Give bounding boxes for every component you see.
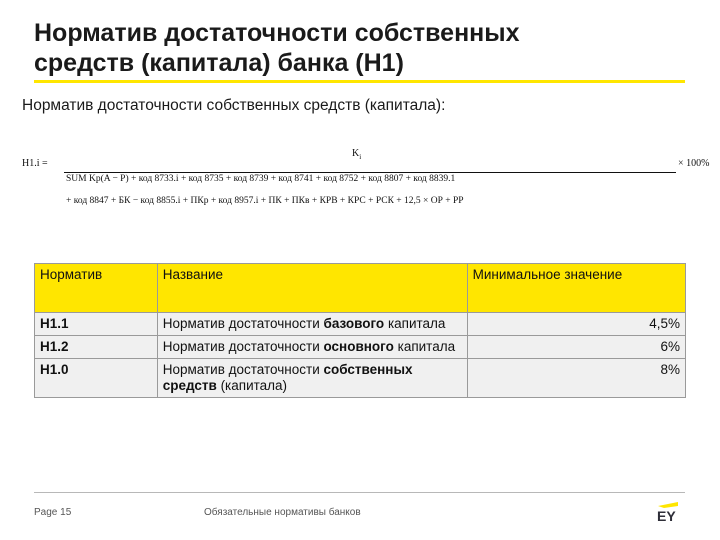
norm-min-value-cell: 8% — [467, 359, 685, 398]
formula-numerator-subscript: i — [359, 153, 362, 161]
header-cell-min-value: Минимальное значение — [467, 264, 685, 313]
norm-min-value-cell: 6% — [467, 336, 685, 359]
subtitle: Норматив достаточности собственных средств (капитала): — [22, 97, 446, 114]
slide-title — [34, 18, 684, 78]
norm-code-cell: Н1.0 — [35, 359, 158, 398]
slide-title-line-1: Норматив достаточности собственных — [34, 19, 520, 47]
header-cell-norm: Норматив — [35, 264, 158, 313]
norm-code-cell: Н1.1 — [35, 313, 158, 336]
header-cell-name: Название — [157, 264, 467, 313]
norm-code-cell: Н1.2 — [35, 336, 158, 359]
formula-lhs: Н1.i = — [22, 158, 48, 169]
norm-name-text: Норматив достаточности — [162, 339, 324, 354]
norm-name-text: Норматив достаточности — [162, 316, 324, 331]
norm-name-cell — [157, 336, 467, 359]
norms-table — [34, 263, 686, 398]
table-row — [35, 336, 686, 359]
formula-denominator-line-2: + код 8847 + БК − код 8855.i + ПКр + код 8957.i + ПК + ПКв + КРВ + КРС + РСК + 12,5 × ОР + РР — [66, 196, 464, 206]
norm-name-emphasis: собственных средств — [162, 362, 413, 393]
norm-name-emphasis: базового — [323, 316, 385, 331]
formula-numerator-symbol: K — [352, 148, 360, 159]
title-underline — [34, 80, 685, 83]
formula-denominator-line-1: SUM Kp(A − P) + код 8733.i + код 8735 + код 8739 + код 8741 + код 8752 + код 8807 + код 8839.1 — [66, 174, 456, 184]
formula-block — [22, 142, 712, 222]
svg-text:EY: EY — [657, 508, 676, 522]
footer-divider — [34, 492, 685, 493]
formula-times-100: × 100% — [678, 158, 710, 169]
ey-logo — [656, 502, 686, 522]
formula-numerator — [352, 148, 361, 161]
formula-fraction-line — [64, 172, 676, 173]
table-header-row — [35, 264, 686, 313]
norm-name-text-end: капитала — [384, 316, 446, 331]
norm-min-value-cell: 4,5% — [467, 313, 685, 336]
norm-name-cell — [157, 359, 467, 398]
norm-name-text-end: капитала — [393, 339, 456, 354]
footer-caption: Обязательные нормативы банков — [204, 507, 361, 518]
norm-name-text: Норматив достаточности — [162, 362, 324, 377]
slide-title-line-2: средств (капитала) банка (Н1) — [34, 49, 404, 77]
norm-name-emphasis: основного — [323, 339, 394, 354]
norm-name-cell — [157, 313, 467, 336]
table-row — [35, 359, 686, 398]
table-row — [35, 313, 686, 336]
norm-name-text-end: (капитала) — [216, 378, 288, 393]
page-number: Page 15 — [34, 507, 72, 518]
